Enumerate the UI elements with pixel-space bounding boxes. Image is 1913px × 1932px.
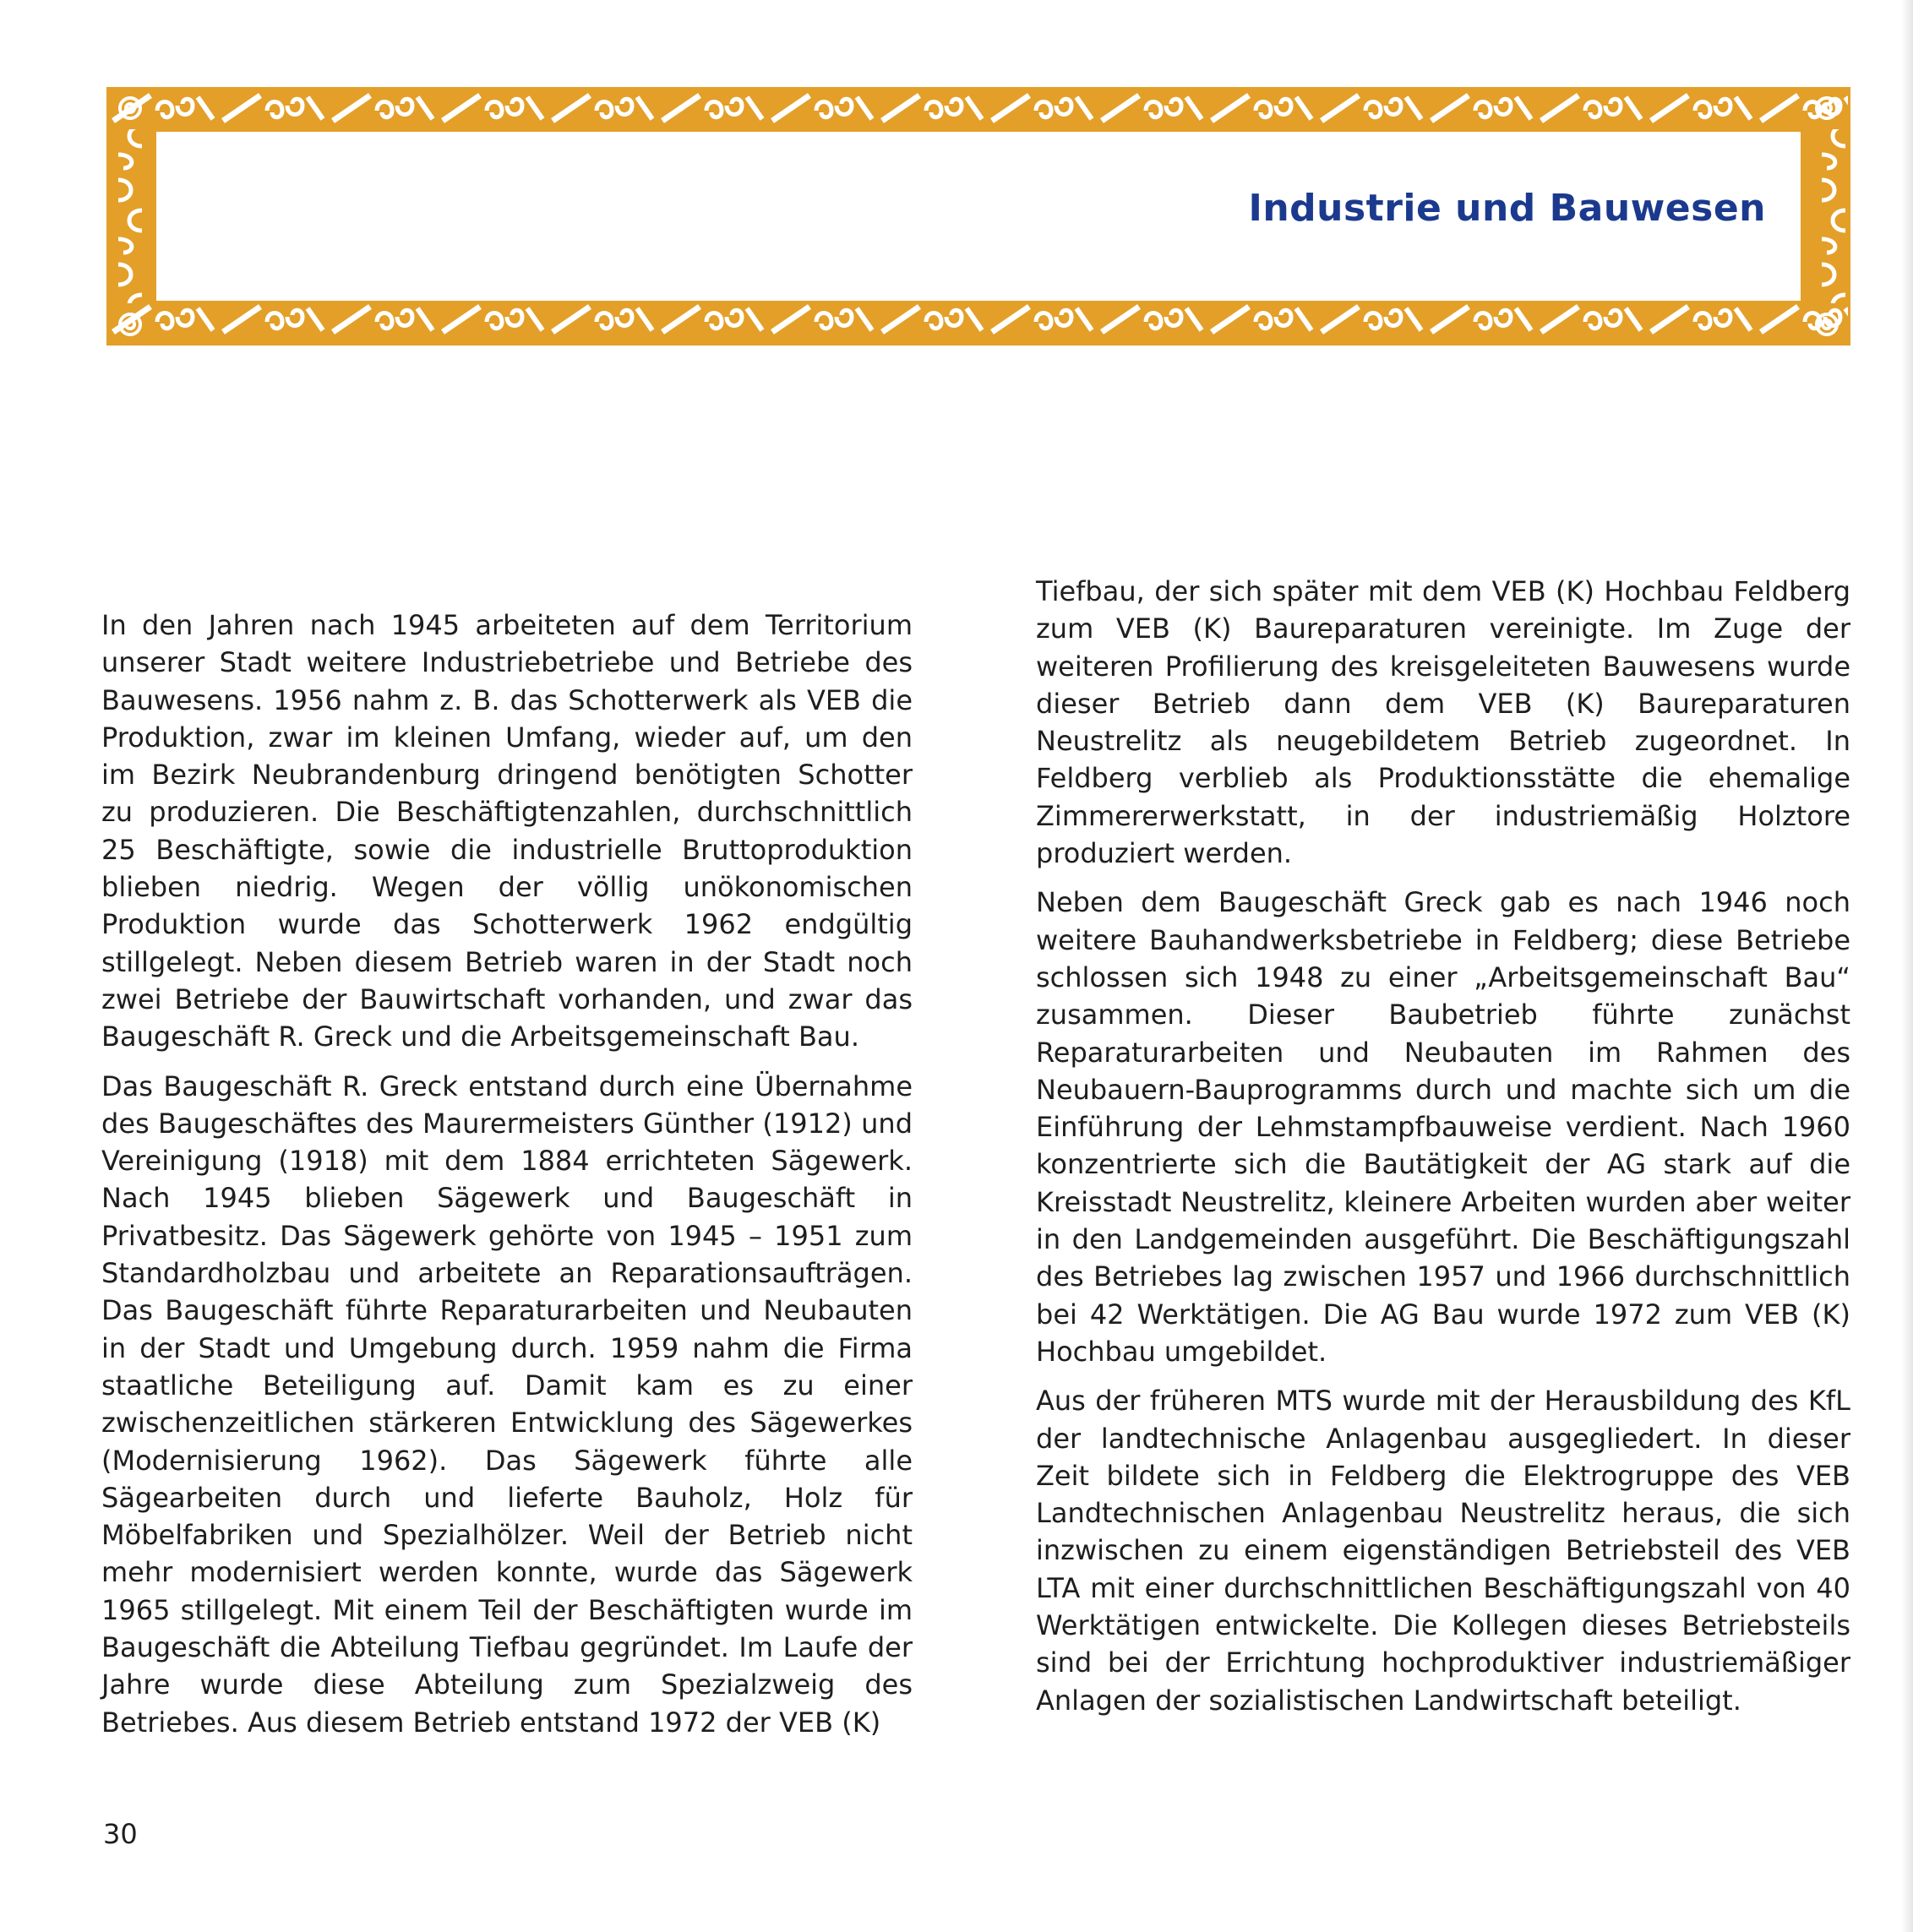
left-text-column (101, 607, 913, 1753)
paragraph: Das Baugeschäft R. Greck entstand durch eine Übernahme des Baugeschäftes des Maurermeisters Günther (1912) und Vereinigung (1918) mit dem 1884 errichteten Sägewerk. Nach 1945 blieben Sägewerk und Baugeschäft in Privatbesitz. Das Sägewerk gehörte von 1945 – 1951 zum Standardholzbau und arbeitete an Reparationsaufträgen. Das Baugeschäft führte Reparaturarbeiten und Neubauten in der Stadt und Umgebung durch. 1959 nahm die Firma staatliche Beteiligung auf. Damit kam es zu einer zwischenzeitlichen stärkeren Entwicklung des Sägewerkes (Modernisierung 1962). Das Sägewerk führte alle Sägearbeiten durch und lieferte Bauholz, Holz für Möbelfabriken und Spezialhölzer. Weil der Betrieb nicht mehr modernisiert werden konnte, wurde das Sägewerk 1965 stillgelegt. Mit einem Teil der Beschäftigten wurde im Baugeschäft die Abteilung Tiefbau gegründet. Im Laufe der Jahre wurde diese Abteilung zum Spezialzweig des Betriebes. Aus diesem Betrieb entstand 1972 der VEB (K) (101, 1069, 913, 1739)
paragraph: Neben dem Baugeschäft Greck gab es nach 1946 noch weitere Bauhandwerksbetriebe in Feldberg; diese Betriebe schlossen sich 1948 zu einer „Arbeitsgemeinschaft Bau“ zusammen. Dieser Baubetrieb führte zunächst Reparaturarbeiten und Neubauten im Rahmen des Neubauern-Bauprogramms durch und machte sich um die Einführung der Lehmstampfbauweise verdient. Nach 1960 konzentrierte sich die Bautätigkeit der AG stark auf die Kreisstadt Neustrelitz, kleinere Arbeiten wurden aber weiter in den Landgemeinden ausgeführt. Die Beschäftigungszahl des Betriebes lag zwischen 1957 und 1966 durchschnittlich bei 42 Werktätigen. Die AG Bau wurde 1972 zum VEB (K) Hochbau umgebildet. (1036, 886, 1850, 1368)
right-text-column (1036, 573, 1850, 1731)
ornamental-header-frame (106, 87, 1850, 346)
page-number: 30 (103, 1818, 138, 1850)
paragraph: In den Jahren nach 1945 arbeiteten auf dem Territorium unserer Stadt weitere Industriebetriebe und Betriebe des Bauwesens. 1956 nahm z. B. das Schotterwerk als VEB die Produktion, zwar im kleinen Umfang, wieder auf, um den im Bezirk Neubrandenburg dringend benötigten Schotter zu produzieren. Die Beschäftigtenzahlen, durchschnittlich 25 Beschäftigte, sowie die industrielle Bruttoproduktion blieben niedrig. Wegen der völlig unökonomischen Produktion wurde das Schotterwerk 1962 endgültig stillgelegt. Neben diesem Betrieb waren in der Stadt noch zwei Betriebe der Bauwirtschaft vorhanden, und zwar das Baugeschäft R. Greck und die Arbeitsgemeinschaft Bau. (101, 609, 913, 1053)
paragraph: Aus der früheren MTS wurde mit der Herausbildung des KfL der landtechnische Anlagenbau ausgegliedert. In dieser Zeit bildete sich in Feldberg die Elektrogruppe des VEB Landtechnischen Anlagenbau Neustrelitz heraus, die sich inzwischen zu einem eigenständigen Betriebsteil des VEB LTA mit einer durchschnittlichen Beschäftigungszahl von 40 Werktätigen entwickelte. Die Kollegen dieses Betriebsteils sind bei der Errichtung hochproduktiver industriemäßiger Anlagen der sozialistischen Landwirtschaft beteiligt. (1036, 1385, 1850, 1717)
paragraph: Tiefbau, der sich später mit dem VEB (K) Hochbau Feldberg zum VEB (K) Baureparaturen vereinigte. Im Zuge der weiteren Profilierung des kreisgeleiteten Bauwesens wurde dieser Betrieb dann dem VEB (K) Baureparaturen Neustrelitz als neugebildetem Betrieb zugeordnet. In Feldberg verblieb als Produktionsstätte die ehemalige Zimmererwerkstatt, in der industriemäßig Holztore produziert werden. (1036, 575, 1850, 870)
page-edge (1901, 0, 1913, 1932)
page-title: Industrie und Bauwesen (1248, 187, 1766, 230)
